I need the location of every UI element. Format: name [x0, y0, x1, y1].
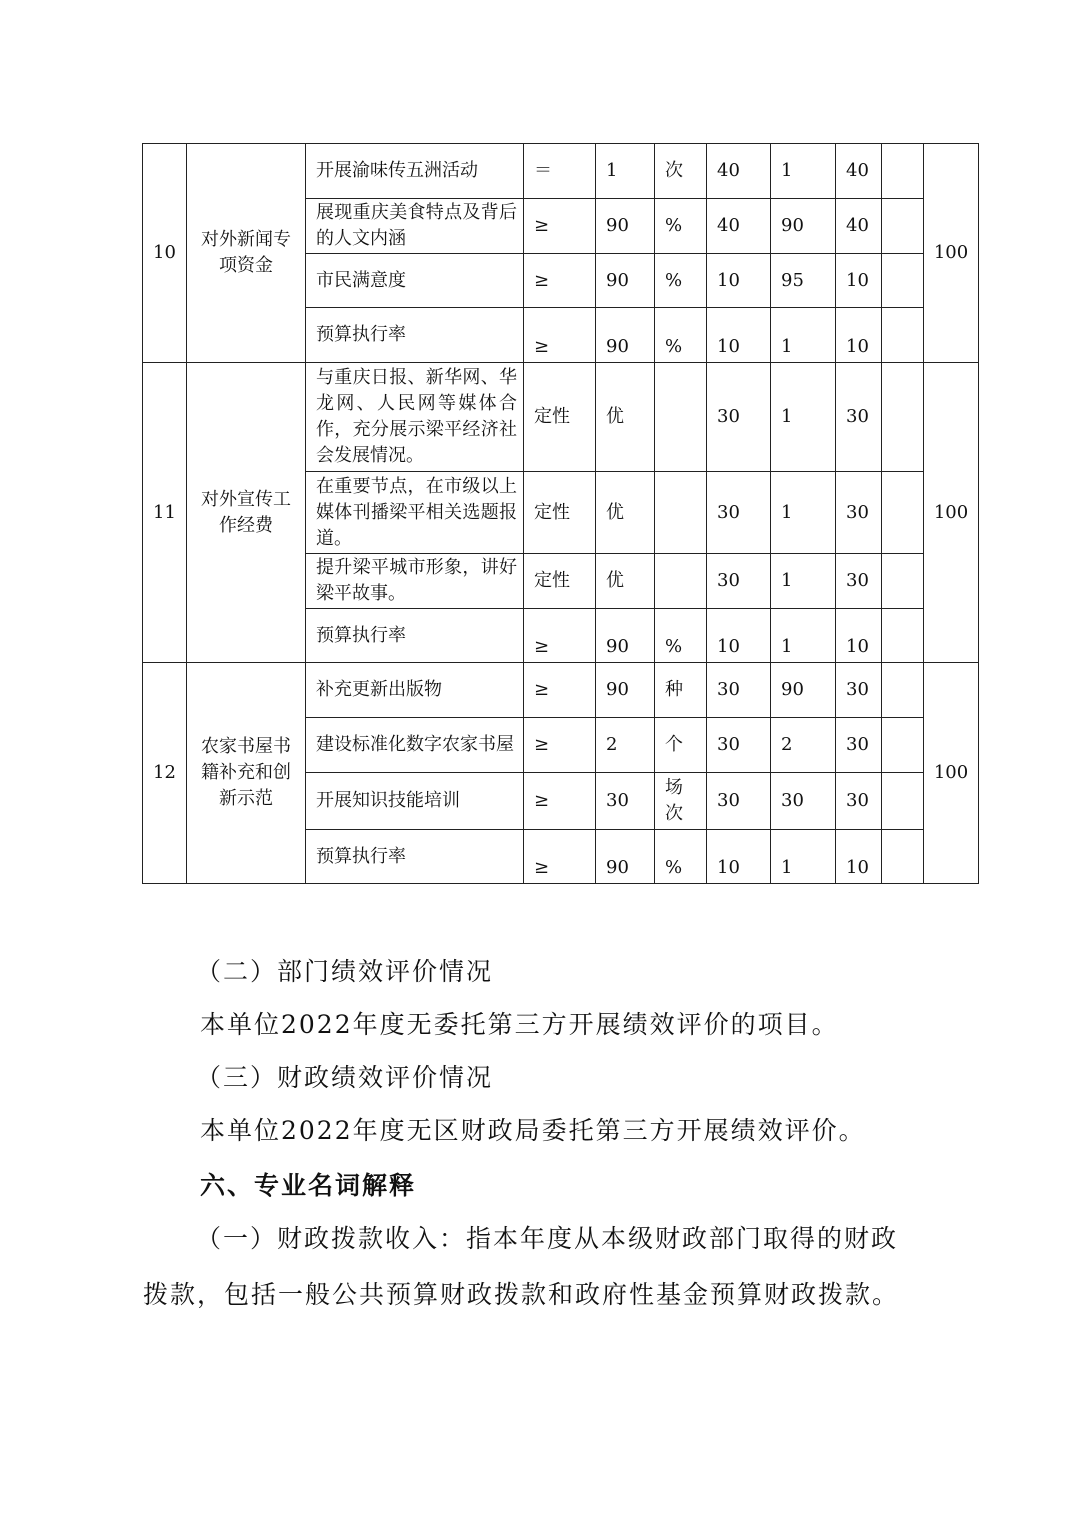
actual-cell: 90 [771, 663, 836, 718]
score-cell: 10 [836, 254, 882, 308]
indicator-cell: 在重要节点，在市级以上媒体刊播梁平相关选题报道。 [306, 472, 524, 554]
indicator-cell: 开展渝味传五洲活动 [306, 144, 524, 199]
operator-cell: ≥ [524, 718, 596, 773]
actual-cell: 1 [771, 472, 836, 554]
unit-cell: 个 [655, 718, 707, 773]
weight-cell: 40 [707, 199, 771, 254]
operator-cell: ≥ [524, 609, 596, 663]
indicator-cell: 提升梁平城市形象，讲好梁平故事。 [306, 554, 524, 609]
section-heading-dept-eval: （二）部门绩效评价情况 [196, 957, 494, 986]
weight-cell: 30 [707, 718, 771, 773]
unit-cell: 次 [655, 144, 707, 199]
table-row [143, 144, 979, 199]
remark-cell [882, 144, 924, 199]
operator-cell: ≥ [524, 254, 596, 308]
target-cell: 1 [596, 144, 655, 199]
actual-cell: 30 [771, 773, 836, 830]
operator-cell: ≥ [524, 199, 596, 254]
section-heading-terms: 六、专业名词解释 [200, 1171, 417, 1200]
score-cell: 30 [836, 363, 882, 472]
score-cell: 10 [836, 609, 882, 663]
actual-cell: 95 [771, 254, 836, 308]
weight-cell: 30 [707, 773, 771, 830]
indicator-cell: 补充更新出版物 [306, 663, 524, 718]
indicator-cell: 市民满意度 [306, 254, 524, 308]
score-cell: 10 [836, 830, 882, 884]
score-cell: 40 [836, 144, 882, 199]
table-row [143, 663, 979, 718]
row-number: 12 [143, 663, 187, 884]
total-score: 100 [924, 144, 979, 363]
operator-cell: ≥ [524, 308, 596, 363]
operator-cell: 定性 [524, 554, 596, 609]
operator-cell: ≥ [524, 773, 596, 830]
actual-cell: 1 [771, 609, 836, 663]
weight-cell: 30 [707, 554, 771, 609]
target-cell: 优 [596, 554, 655, 609]
score-cell: 30 [836, 472, 882, 554]
score-cell: 10 [836, 308, 882, 363]
remark-cell [882, 554, 924, 609]
total-score: 100 [924, 363, 979, 663]
project-name: 对外宣传工作经费 [187, 363, 306, 663]
actual-cell: 1 [771, 308, 836, 363]
target-cell: 2 [596, 718, 655, 773]
remark-cell [882, 773, 924, 830]
target-cell: 30 [596, 773, 655, 830]
score-cell: 30 [836, 663, 882, 718]
operator-cell: ≥ [524, 830, 596, 884]
weight-cell: 30 [707, 472, 771, 554]
section-heading-fin-eval: （三）财政绩效评价情况 [196, 1063, 494, 1092]
paragraph-dept-eval: 本单位2022年度无委托第三方开展绩效评价的项目。 [200, 1010, 839, 1039]
indicator-cell: 预算执行率 [306, 830, 524, 884]
remark-cell [882, 663, 924, 718]
operator-cell: ＝ [524, 144, 596, 199]
unit-cell: % [655, 609, 707, 663]
weight-cell: 10 [707, 254, 771, 308]
actual-cell: 90 [771, 199, 836, 254]
indicator-cell: 展现重庆美食特点及背后的人文内涵 [306, 199, 524, 254]
row-number: 10 [143, 144, 187, 363]
unit-cell: % [655, 199, 707, 254]
indicator-cell: 预算执行率 [306, 308, 524, 363]
target-cell: 90 [596, 254, 655, 308]
target-cell: 90 [596, 308, 655, 363]
performance-table [142, 143, 979, 884]
operator-cell: 定性 [524, 472, 596, 554]
remark-cell [882, 363, 924, 472]
operator-cell: 定性 [524, 363, 596, 472]
unit-cell [655, 554, 707, 609]
weight-cell: 30 [707, 363, 771, 472]
unit-cell [655, 363, 707, 472]
unit-cell: % [655, 254, 707, 308]
total-score: 100 [924, 663, 979, 884]
target-cell: 优 [596, 363, 655, 472]
actual-cell: 2 [771, 718, 836, 773]
target-cell: 90 [596, 663, 655, 718]
indicator-cell: 建设标准化数字农家书屋 [306, 718, 524, 773]
actual-cell: 1 [771, 830, 836, 884]
project-name: 农家书屋书籍补充和创新示范 [187, 663, 306, 884]
actual-cell: 1 [771, 144, 836, 199]
remark-cell [882, 472, 924, 554]
paragraph-terms-line-2: 拨款，包括一般公共预算财政拨款和政府性基金预算财政拨款。 [143, 1280, 900, 1309]
weight-cell: 10 [707, 830, 771, 884]
operator-cell: ≥ [524, 663, 596, 718]
remark-cell [882, 308, 924, 363]
score-cell: 30 [836, 718, 882, 773]
unit-cell: % [655, 308, 707, 363]
weight-cell: 30 [707, 663, 771, 718]
unit-cell: 场次 [655, 773, 707, 830]
weight-cell: 10 [707, 308, 771, 363]
score-cell: 30 [836, 773, 882, 830]
weight-cell: 10 [707, 609, 771, 663]
actual-cell: 1 [771, 554, 836, 609]
actual-cell: 1 [771, 363, 836, 472]
target-cell: 优 [596, 472, 655, 554]
row-number: 11 [143, 363, 187, 663]
unit-cell [655, 472, 707, 554]
weight-cell: 40 [707, 144, 771, 199]
score-cell: 30 [836, 554, 882, 609]
project-name: 对外新闻专项资金 [187, 144, 306, 363]
paragraph-fin-eval: 本单位2022年度无区财政局委托第三方开展绩效评价。 [200, 1116, 866, 1145]
indicator-cell: 预算执行率 [306, 609, 524, 663]
target-cell: 90 [596, 609, 655, 663]
unit-cell: 种 [655, 663, 707, 718]
target-cell: 90 [596, 830, 655, 884]
table-row [143, 363, 979, 472]
indicator-cell: 与重庆日报、新华网、华龙网、人民网等媒体合作，充分展示梁平经济社会发展情况。 [306, 363, 524, 472]
target-cell: 90 [596, 199, 655, 254]
score-cell: 40 [836, 199, 882, 254]
remark-cell [882, 830, 924, 884]
indicator-cell: 开展知识技能培训 [306, 773, 524, 830]
remark-cell [882, 254, 924, 308]
unit-cell: % [655, 830, 707, 884]
remark-cell [882, 718, 924, 773]
remark-cell [882, 199, 924, 254]
remark-cell [882, 609, 924, 663]
paragraph-terms-line-1: （一）财政拨款收入：指本年度从本级财政部门取得的财政 [196, 1224, 899, 1253]
